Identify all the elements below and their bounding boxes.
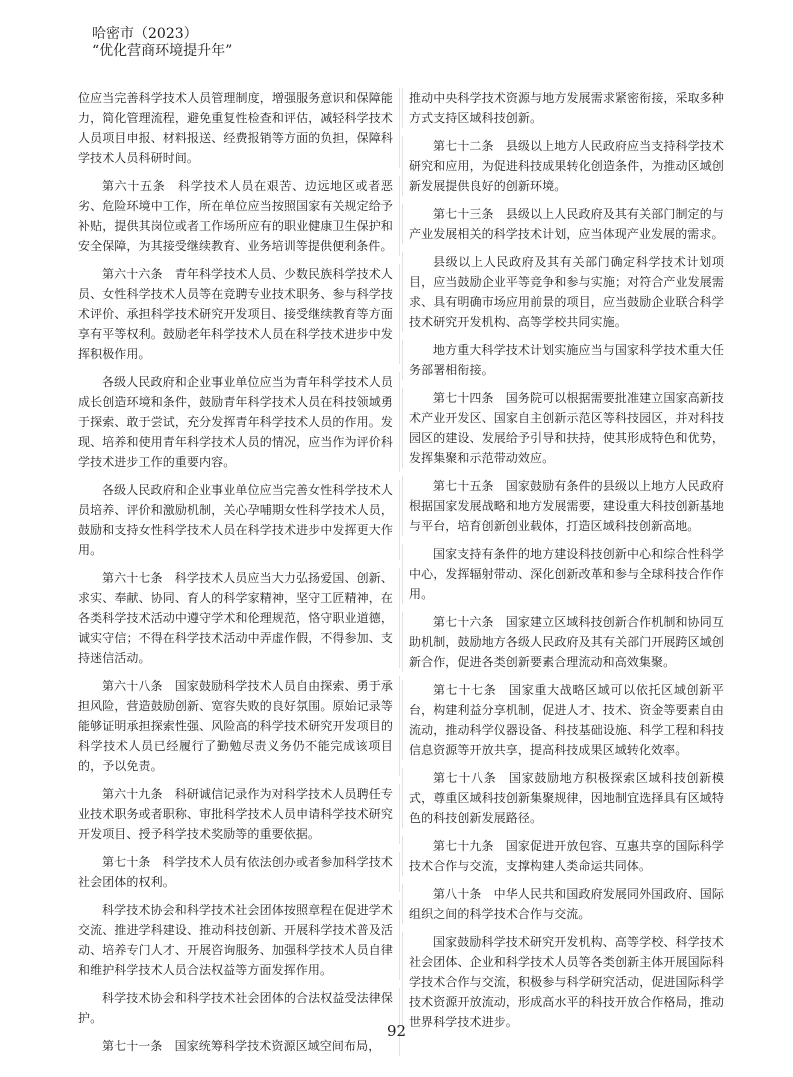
right-column	[402, 88, 724, 1040]
paragraph: 第七十四条 国务院可以根据需要批准建立国家高新技术产业开发区、国家自主创新示范区等科技园区，并对科技园区的建设、发展给予引导和扶持，使其形成特色和优势，发挥集聚和示范带动效应。	[402, 388, 724, 468]
paragraph: 第七十六条 国家建立区域科技创新合作机制和协同互助机制，鼓励地方各级人民政府及其有关部门开展跨区域创新合作，促进各类创新要素合理流动和高效集聚。	[402, 612, 724, 672]
paragraph: 推动中央科学技术资源与地方发展需求紧密衔接，采取多种方式支持区域科技创新。	[402, 88, 724, 128]
paragraph: 第八十条 中华人民共和国政府发展同外国政府、国际组织之间的科学技术合作与交流。	[402, 884, 724, 924]
paragraph: 第六十六条 青年科学技术人员、少数民族科学技术人员、女性科学技术人员等在竞聘专业技术职务、参与科学技术评价、承担科学技术研究开发项目、接受继续教育等方面享有平等权利。鼓励老年科学技术人员在科学技术进步中发挥积极作用。	[78, 264, 400, 364]
paragraph: 第七十一条 国家统筹科学技术资源区域空间布局，	[78, 1036, 400, 1056]
paragraph: 第七十七条 国家重大战略区域可以依托区域创新平台，构建利益分享机制，促进人才、技术、资金等要素自由流动，推动科学仪器设备、科技基础设施、科学工程和科技信息资源等开放共享，提高科技成果区域转化效率。	[402, 680, 724, 760]
page-header	[92, 26, 232, 60]
paragraph: 县级以上人民政府及其有关部门确定科学技术计划项目，应当鼓励企业平等竞争和参与实施；对符合产业发展需求、具有明确市场应用前景的项目，应当鼓励企业联合科学技术研究开发机构、高等学校共同实施。	[402, 252, 724, 332]
paragraph: 第七十二条 县级以上地方人民政府应当支持科学技术研究和应用，为促进科技成果转化创造条件，为推动区域创新发展提供良好的创新环境。	[402, 136, 724, 196]
page-number: 92	[386, 1022, 407, 1040]
paragraph: 国家鼓励科学技术研究开发机构、高等学校、科学技术社会团体、企业和科学技术人员等各类创新主体开展国际科学技术合作与交流，积极参与科学研究活动，促进国际科学技术资源开放流动，形成高水平的科技开放合作格局，推动世界科学技术进步。	[402, 932, 724, 1032]
paragraph: 国家支持有条件的地方建设科技创新中心和综合性科学中心，发挥辐射带动、深化创新改革和参与全球科技合作作用。	[402, 544, 724, 604]
paragraph: 各级人民政府和企业事业单位应当为青年科学技术人员成长创造环境和条件，鼓励青年科学技术人员在科技领域勇于探索、敢于尝试，充分发挥青年科学技术人员的作用。发现、培养和使用青年科学技术人员的情况，应当作为评价科学技术进步工作的重要内容。	[78, 372, 400, 472]
paragraph: 位应当完善科学技术人员管理制度，增强服务意识和保障能力，简化管理流程，避免重复性检查和评估，减轻科学技术人员项目申报、材料报送、经费报销等方面的负担，保障科学技术人员科研时间。	[78, 88, 400, 168]
paragraph: 第六十九条 科研诚信记录作为对科学技术人员聘任专业技术职务或者职称、审批科学技术人员申请科学技术研究开发项目、授予科学技术奖励等的重要依据。	[78, 784, 400, 844]
paragraph: 第七十五条 国家鼓励有条件的县级以上地方人民政府根据国家发展战略和地方发展需要，建设重大科技创新基地与平台，培育创新创业载体，打造区域科技创新高地。	[402, 476, 724, 536]
paragraph: 地方重大科学技术计划实施应当与国家科学技术重大任务部署相衔接。	[402, 340, 724, 380]
paragraph: 第七十条 科学技术人员有依法创办或者参加科学技术社会团体的权利。	[78, 852, 400, 892]
paragraph: 科学技术协会和科学技术社会团体的合法权益受法律保护。	[78, 988, 400, 1028]
left-column	[78, 88, 400, 1064]
paragraph: 第六十八条 国家鼓励科学技术人员自由探索、勇于承担风险，营造鼓励创新、宽容失败的良好氛围。原始记录等能够证明承担探索性强、风险高的科学技术研究开发项目的科学技术人员已经履行了勤勉尽责义务仍不能完成该项目的，予以免责。	[78, 676, 400, 776]
header-line-2: “优化营商环境提升年”	[92, 43, 233, 59]
paragraph: 科学技术协会和科学技术社会团体按照章程在促进学术交流、推进学科建设、推动科技创新、开展科学技术普及活动、培养专门人才、开展咨询服务、加强科学技术人员自律和维护科学技术人员合法权益等方面发挥作用。	[78, 900, 400, 980]
paragraph: 各级人民政府和企业事业单位应当完善女性科学技术人员培养、评价和激励机制，关心孕哺期女性科学技术人员，鼓励和支持女性科学技术人员在科学技术进步中发挥更大作用。	[78, 480, 400, 560]
paragraph: 第七十九条 国家促进开放包容、互惠共享的国际科学技术合作与交流，支撑构建人类命运共同体。	[402, 836, 724, 876]
paragraph: 第七十三条 县级以上人民政府及其有关部门制定的与产业发展相关的科学技术计划，应当体现产业发展的需求。	[402, 204, 724, 244]
header-line-1: 哈密市（2023）	[92, 26, 198, 42]
paragraph: 第七十八条 国家鼓励地方积极探索区域科技创新模式，尊重区域科技创新集聚规律，因地制宜选择具有区域特色的科技创新发展路径。	[402, 768, 724, 828]
paragraph: 第六十七条 科学技术人员应当大力弘扬爱国、创新、求实、奉献、协同、育人的科学家精神，坚守工匠精神，在各类科学技术活动中遵守学术和伦理规范，恪守职业道德，诚实守信；不得在科学技术活动中弄虚作假，不得参加、支持迷信活动。	[78, 568, 400, 668]
paragraph: 第六十五条 科学技术人员在艰苦、边远地区或者恶劣、危险环境中工作，所在单位应当按照国家有关规定给予补贴，提供其岗位或者工作场所应有的职业健康卫生保护和安全保障，为其接受继续教育、业务培训等提供便利条件。	[78, 176, 400, 256]
